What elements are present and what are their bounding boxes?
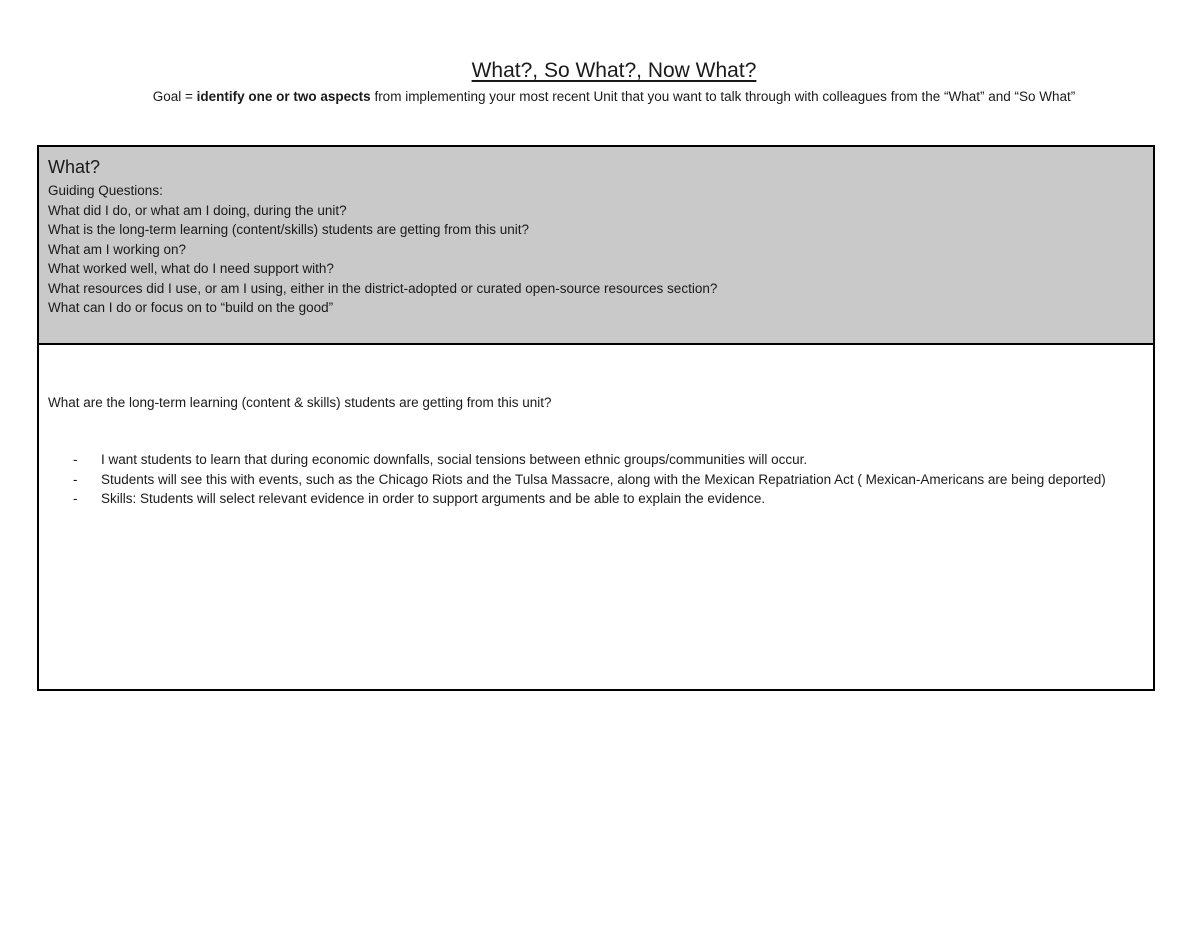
page-title: What?, So What?, Now What?: [471, 59, 757, 82]
guiding-question: What is the long-term learning (content/skills) students are getting from this unit?: [48, 222, 529, 237]
response-question: What are the long-term learning (content & skills) students are getting from this unit?: [48, 395, 552, 410]
guiding-question: What resources did I use, or am I using, either in the district-adopted or curated open-source resources section?: [48, 280, 718, 296]
goal-statement: [120, 87, 1108, 106]
what-heading: What?: [48, 157, 101, 177]
bullet-text: Skills: Students will select relevant evidence in order to support arguments and be able to explain the evidence.: [101, 491, 766, 506]
list-item: [73, 470, 1123, 490]
list-item: [73, 450, 1123, 470]
goal-bold-text: identify one or two aspects: [196, 89, 371, 104]
guiding-questions: [48, 181, 717, 318]
goal-prefix: Goal =: [152, 89, 197, 104]
what-header-cell: [39, 147, 1153, 345]
bullet-dash: -: [73, 452, 78, 467]
goal-rest-text: from implementing your most recent Unit that you want to talk through with colleagues from the “What” and “So What”: [370, 89, 1076, 104]
list-item: [73, 489, 1123, 509]
reflection-table: [37, 145, 1155, 691]
guiding-question: What worked well, what do I need support with?: [48, 261, 334, 276]
bullet-dash: -: [73, 491, 78, 506]
guiding-question: What did I do, or what am I doing, during the unit?: [48, 202, 347, 218]
guiding-question: What am I working on?: [48, 241, 187, 257]
response-cell: [39, 345, 1153, 689]
bullet-text: Students will see this with events, such as the Chicago Riots and the Tulsa Massacre, along with the Mexican Repatriation Act ( Mexican-Americans are being deported): [101, 471, 1106, 487]
bullet-dash: -: [73, 471, 78, 487]
bullet-text: I want students to learn that during economic downfalls, social tensions between ethnic groups/communities will occur.: [101, 452, 808, 467]
guiding-questions-label: Guiding Questions:: [48, 183, 163, 198]
guiding-question: What can I do or focus on to “build on the good”: [48, 300, 334, 315]
response-bullet-list: [73, 450, 1123, 509]
